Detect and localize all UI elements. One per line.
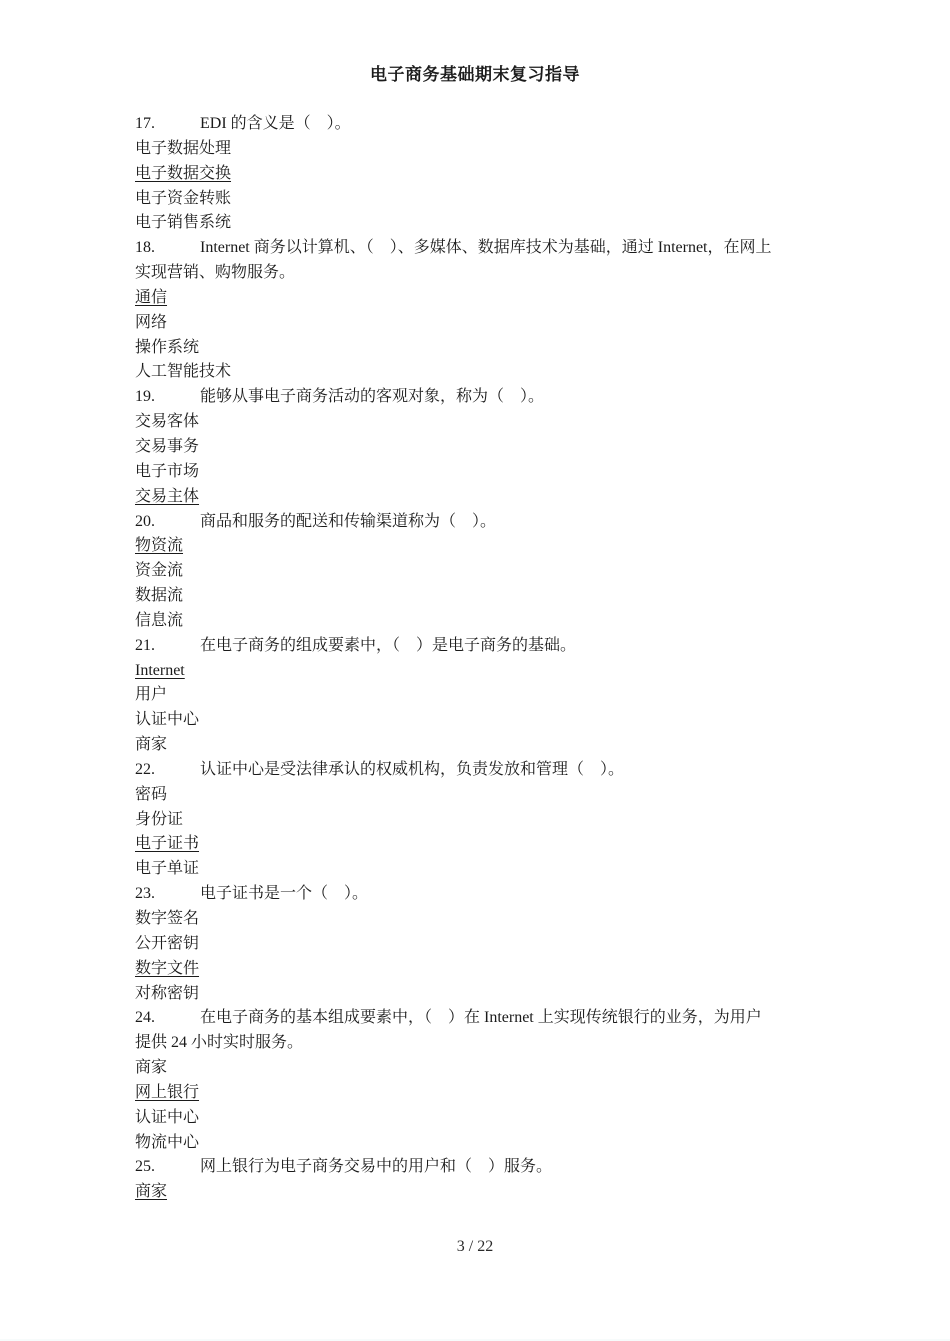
question-stem-text: EDI 的含义是（ ）。 [200,115,351,132]
answer-option-text: 通信 [135,288,168,306]
answer-option [135,708,825,733]
answer-option-text: 操作系统 [135,338,200,356]
answer-option-text: 数字签名 [135,910,200,927]
answer-option-text: 物资流 [135,537,184,555]
question-stem-text: Internet 商务以计算机、（ ）、多媒体、数据库技术为基础，通过 Internet，在网上 [200,239,772,257]
question-stem-text: 在电子商务的组成要素中，（ ）是电子商务的基础。 [200,636,577,654]
answer-option [135,584,825,609]
answer-option-text: 用户 [135,686,168,704]
answer-option [135,783,825,808]
question-number: 17. [135,115,155,132]
answer-option-text: 物流中心 [135,1133,200,1151]
answer-option-text: 认证中心 [135,1108,200,1126]
answer-option-correct [135,485,825,510]
question-stem [135,236,825,261]
question-number: 24. [135,1009,155,1027]
answer-option-text: 商家 [135,736,168,754]
answer-option-text: 网络 [135,313,168,331]
question-stem-text: 认证中心是受法律承认的权威机构，负责发放和管理（ ）。 [200,760,625,778]
question-stem [135,1155,825,1180]
answer-option-correct [135,1081,825,1106]
answer-option-text: 信息流 [135,611,184,629]
question-number: 25. [135,1158,155,1176]
answer-option-correct [135,286,825,311]
answer-option-text: 公开密钥 [135,934,200,952]
answer-option [135,1131,825,1156]
answer-option-correct [135,659,825,684]
answer-option-text: 电子数据处理 [135,139,232,157]
answer-option-text: 电子市场 [135,462,200,480]
answer-option-correct [135,162,825,187]
answer-option-text: 电子证书 [135,835,200,853]
question-stem [135,634,825,659]
answer-option [135,609,825,634]
answer-option [135,410,825,435]
question-stem [135,1006,825,1031]
answer-option-text: 电子单证 [135,860,200,878]
question-stem [135,882,825,907]
answer-option-text: 商家 [135,1183,168,1201]
answer-option-text: 数据流 [135,587,184,605]
question-stem-continued: 提供 24 小时实时服务。 [135,1034,304,1052]
question-stem [135,758,825,783]
answer-option [135,460,825,485]
answer-option [135,982,825,1007]
answer-option-text: Internet [135,661,185,679]
answer-option-text: 数字文件 [135,959,200,977]
answer-option [135,336,825,361]
question-number: 19. [135,388,155,406]
question-list [135,112,825,1205]
question-number: 23. [135,885,155,903]
answer-option [135,683,825,708]
question-stem-text: 能够从事电子商务活动的客观对象，称为（ ）。 [200,388,545,406]
answer-option-text: 密码 [135,785,168,803]
answer-option-text: 认证中心 [135,711,200,729]
question-stem [135,510,825,535]
question-stem-text: 网上银行为电子商务交易中的用户和（ ）服务。 [200,1158,553,1176]
question-number: 22. [135,760,155,778]
answer-option [135,1056,825,1081]
answer-option-text: 电子资金转账 [135,189,232,207]
answer-option [135,857,825,882]
question-stem-continued: 实现营销、购物服务。 [135,264,296,282]
answer-option-correct [135,1180,825,1205]
answer-option [135,137,825,162]
answer-option-text: 网上银行 [135,1083,200,1101]
answer-option-text: 身份证 [135,810,184,828]
question-stem-text: 商品和服务的配送和传输渠道称为（ ）。 [200,512,497,530]
answer-option-text: 对称密钥 [135,984,200,1002]
question-number: 20. [135,512,155,530]
question-number: 18. [135,239,155,257]
question-stem-text: 电子证书是一个（ ）。 [200,885,369,903]
answer-option [135,907,825,932]
answer-option [135,360,825,385]
answer-option-text: 交易主体 [135,487,200,505]
answer-option [135,733,825,758]
answer-option [135,435,825,460]
question-stem-text: 在电子商务的基本组成要素中，（ ）在 Internet 上实现传统银行的业务，为用户 [200,1009,762,1027]
answer-option-text: 资金流 [135,562,184,580]
answer-option-text: 交易事务 [135,437,200,455]
answer-option [135,808,825,833]
answer-option [135,932,825,957]
page-title: 电子商务基础期末复习指导 [370,65,580,84]
answer-option-text: 电子销售系统 [135,214,232,232]
question-stem [135,112,825,137]
answer-option-text: 人工智能技术 [135,363,232,381]
answer-option [135,211,825,236]
answer-option-text: 交易客体 [135,413,200,431]
page-number: 3 / 22 [456,1238,494,1255]
answer-option [135,187,825,212]
question-number: 21. [135,636,155,654]
answer-option [135,1106,825,1131]
answer-option-text: 商家 [135,1059,168,1077]
answer-option-correct [135,957,825,982]
answer-option-correct [135,534,825,559]
answer-option [135,559,825,584]
answer-option [135,311,825,336]
answer-option-correct [135,832,825,857]
question-stem [135,385,825,410]
answer-option-text: 电子数据交换 [135,164,232,182]
